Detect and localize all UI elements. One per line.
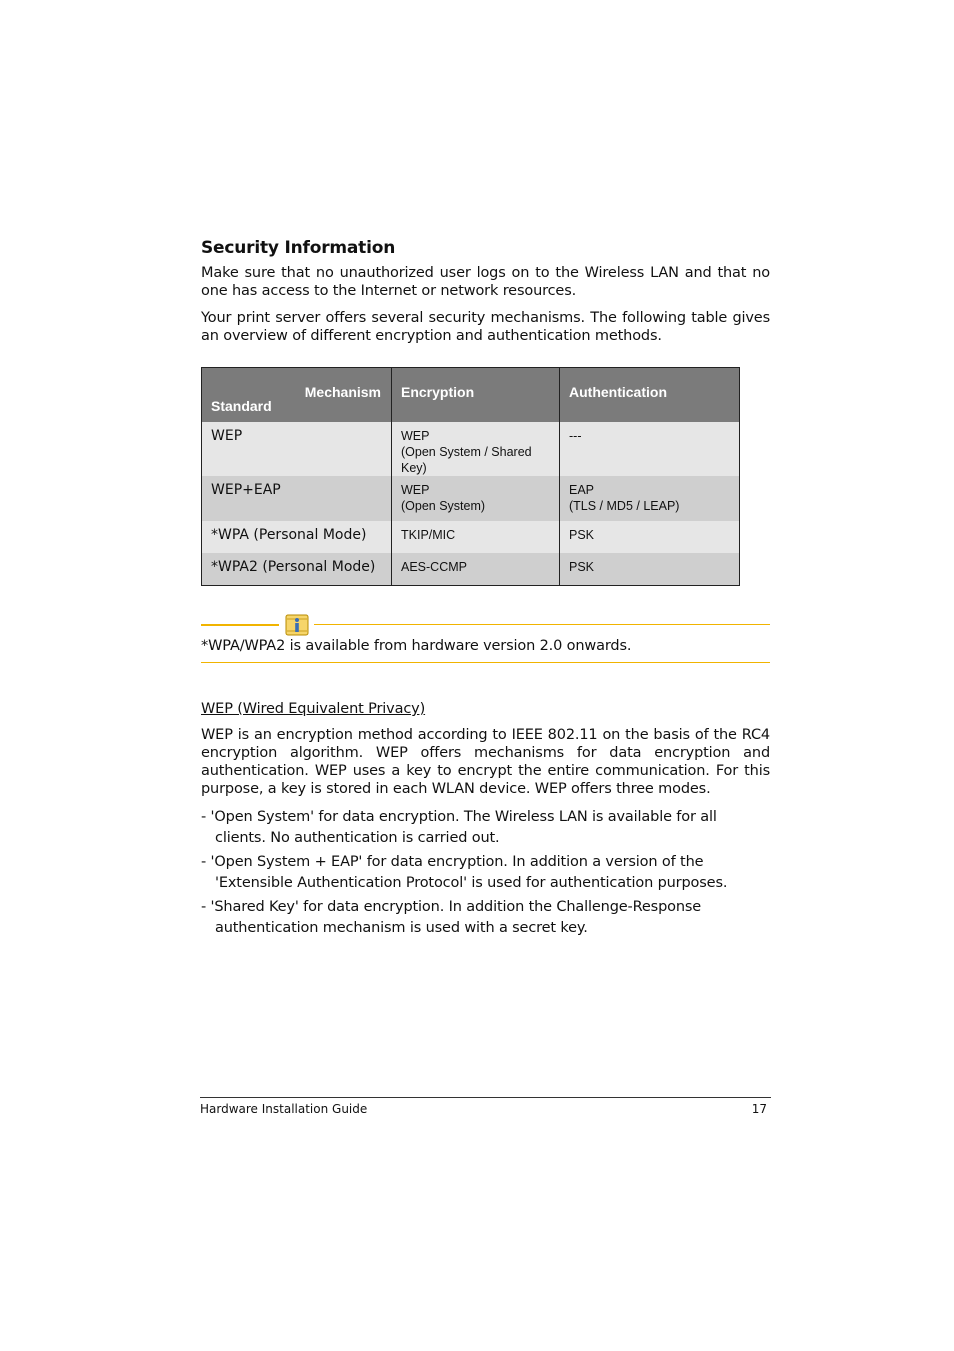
row-standard: *WPA (Personal Mode) <box>202 521 392 553</box>
note-box <box>201 614 770 663</box>
row-encryption: WEP (Open System / Shared Key) <box>392 422 560 476</box>
header-authentication: Authentication <box>560 368 740 423</box>
page-footer <box>200 1097 771 1116</box>
row-authentication: PSK <box>560 553 740 586</box>
wep-modes-list <box>201 807 770 939</box>
header-standard: Standard <box>211 398 272 414</box>
row-standard: WEP <box>202 422 392 476</box>
wep-paragraph: WEP is an encryption method according to IEEE 802.11 on the basis of the RC4 encryption algorithm. WEP offers mechanisms for data encryption and authentication. WEP uses a key to encrypt the entire communication. For this purpose, a key is stored in each WLAN device. WEP offers three modes. <box>201 727 770 797</box>
header-mechanism-standard <box>202 368 392 423</box>
info-note-icon <box>285 614 309 636</box>
section-heading: Security Information <box>201 238 396 258</box>
row-authentication: --- <box>560 422 740 476</box>
note-text: *WPA/WPA2 is available from hardware version 2.0 onwards. <box>201 638 632 654</box>
table-row <box>202 422 740 476</box>
page-content <box>201 238 770 942</box>
page-number: 17 <box>751 1102 767 1116</box>
footer-title: Hardware Installation Guide <box>200 1102 368 1116</box>
header-mechanism: Mechanism <box>304 384 381 400</box>
wep-subheading: WEP (Wired Equivalent Privacy) <box>201 701 426 717</box>
row-standard: WEP+EAP <box>202 476 392 521</box>
row-authentication: PSK <box>560 521 740 553</box>
row-encryption: AES-CCMP <box>392 553 560 586</box>
list-item: - 'Open System' for data encryption. The Wireless LAN is available for all clients. No authentication is carried out. <box>201 809 717 846</box>
row-authentication: EAP (TLS / MD5 / LEAP) <box>560 476 740 521</box>
row-standard: *WPA2 (Personal Mode) <box>202 553 392 586</box>
table-row <box>202 553 740 586</box>
table-row <box>202 521 740 553</box>
intro-paragraph-1: Make sure that no unauthorized user logs on to the Wireless LAN and that no one has access to the Internet or network resources. <box>201 265 770 299</box>
intro-paragraph-2: Your print server offers several security mechanisms. The following table gives an overview of different encryption and authentication methods. <box>201 310 770 344</box>
row-encryption: WEP (Open System) <box>392 476 560 521</box>
list-item: - 'Shared Key' for data encryption. In addition the Challenge-Response authentication mechanism is used with a secret key. <box>201 899 702 936</box>
header-encryption: Encryption <box>392 368 560 423</box>
table-row <box>202 476 740 521</box>
list-item: - 'Open System + EAP' for data encryption. In addition a version of the 'Extensible Authentication Protocol' is used for authentication purposes. <box>201 854 728 891</box>
security-table <box>201 367 740 586</box>
row-encryption: TKIP/MIC <box>392 521 560 553</box>
